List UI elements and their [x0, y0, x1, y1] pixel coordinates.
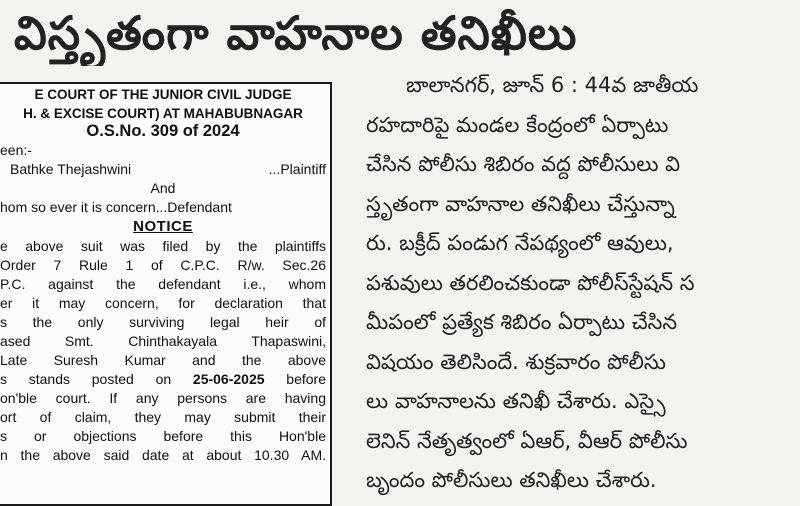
headline: విస్తృతంగా వాహనాల తనిఖీలు — [14, 6, 578, 60]
case-number: O.S.No. 309 of 2024 — [86, 122, 240, 140]
article-line: చేసిన పోలీసు శిబిరం వద్ద పోలీసులు వి — [366, 152, 681, 176]
notice-body-line: s or objections before this Hon'ble — [0, 428, 326, 444]
plaintiff-role: ...Plaintiff — [268, 161, 326, 177]
article-line: మీపంలో ప్రత్యేక శిబిరం ఏర్పాటు చేసిన — [366, 310, 678, 334]
court-name-line-2: H. & EXCISE COURT) AT MAHABUBNAGAR — [23, 106, 303, 121]
article-line: బృందం పోలీసులు తనిఖీలు చేశారు. — [366, 468, 657, 492]
notice-body-line: n the above said date at about 10.30 AM. — [0, 447, 326, 463]
court-notice-box — [0, 82, 332, 506]
notice-body-line: s the only surviving legal heir of — [0, 314, 326, 330]
article-line: రహదారిపై మండల కేంద్రంలో ఏర్పాటు — [366, 112, 669, 137]
plaintiff-name: Bathke Thejashwini — [10, 161, 132, 177]
news-article — [366, 66, 786, 494]
notice-body-line: e above suit was filed by the plaintiffs — [0, 238, 326, 254]
posted-prefix: s stands posted on — [0, 371, 193, 387]
notice-body-line: Late Suresh Kumar and the above — [0, 352, 326, 368]
between-label: een:- — [0, 142, 32, 158]
notice-body-line: ort of claim, they may submit their — [0, 409, 326, 425]
plaintiff-row — [0, 160, 330, 179]
notice-body-line: P.C. against the defendant i.e., whom — [0, 276, 326, 292]
article-line: పశువులు తరలించకుండా పోలీస్‌స్టేషన్ స — [366, 270, 695, 295]
posted-suffix: before — [264, 371, 326, 387]
notice-heading: NOTICE — [133, 218, 193, 235]
notice-body-line: on'ble court. If any persons are having — [0, 390, 326, 406]
defendant-line: hom so ever it is concern...Defendant — [0, 199, 232, 215]
article-line: బాలానగర్, జూన్ 6 : 44వ జాతీయ — [406, 73, 699, 97]
court-name-line-1: E COURT OF THE JUNIOR CIVIL JUDGE — [34, 87, 292, 102]
article-line: స్తృతంగా వాహనాల తనిఖీలు చేస్తున్నా — [366, 191, 675, 216]
notice-body — [0, 237, 330, 465]
posted-date: 25-06-2025 — [192, 371, 265, 387]
notice-body-line: Order 7 Rule 1 of C.P.C. R/w. Sec.26 — [0, 257, 326, 273]
article-line: లెనిన్ నేతృత్వంలో ఏఆర్, వీఆర్ పోలీసు — [366, 428, 688, 453]
article-line: లు వాహనాలను తనిఖీ చేశారు. ఎస్సై — [366, 389, 666, 413]
notice-body-line: ased Smt. Chinthakayala Thapaswini, — [0, 333, 326, 349]
article-line: విషయం తెలిసిందే. శుక్రవారం పోలీసు — [366, 349, 666, 374]
notice-body-line: er it may concern, for declaration that — [0, 295, 326, 311]
and-label: And — [150, 180, 176, 196]
article-line: రు. బక్రీద్ పండుగ నేపథ్యంలో ఆవులు, — [366, 231, 674, 255]
posted-date-line — [0, 370, 326, 389]
